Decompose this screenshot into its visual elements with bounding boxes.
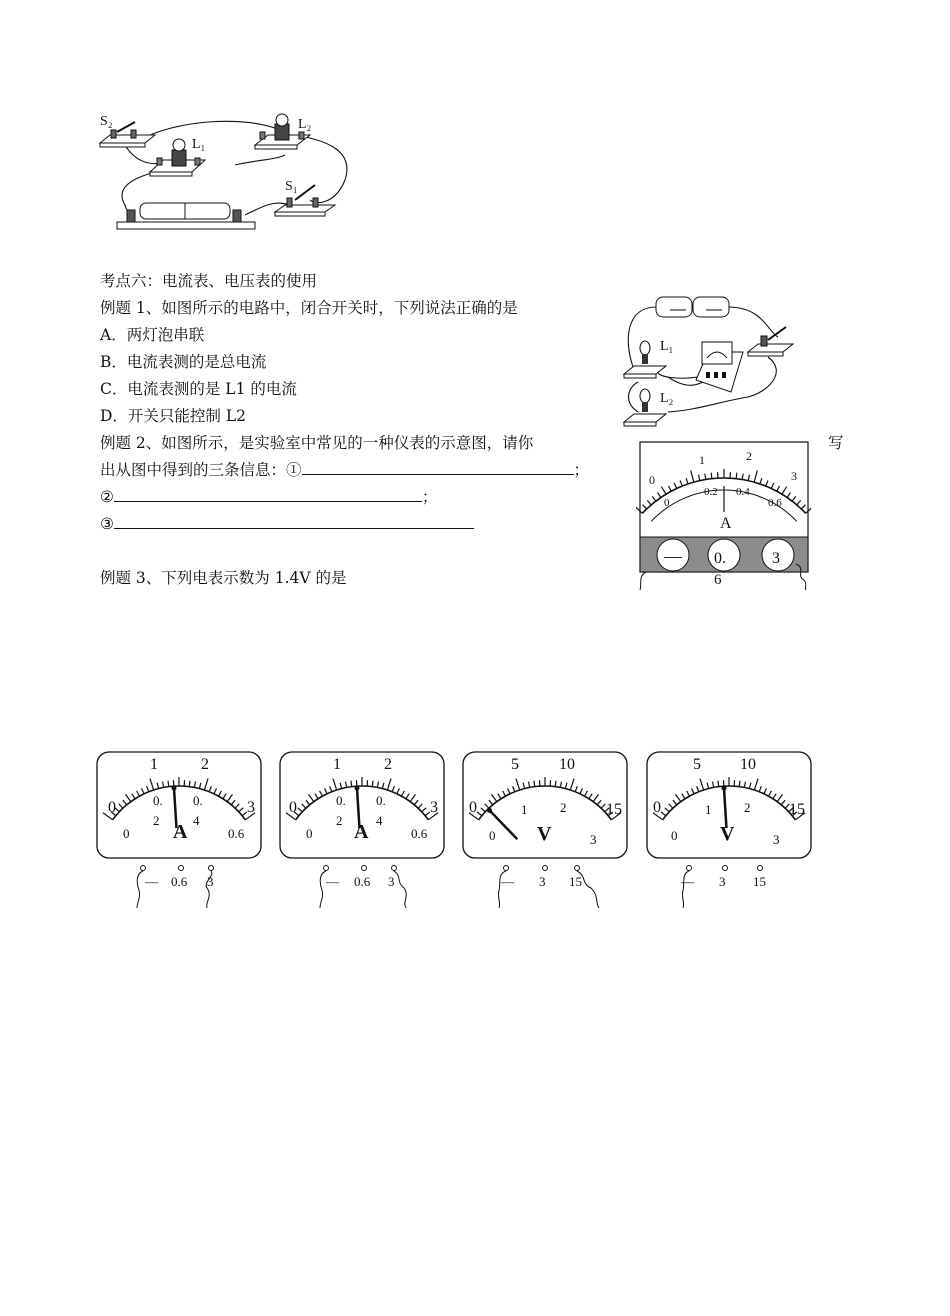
q2-line2-end: ；: [573, 461, 590, 479]
meter-3-unit: V: [537, 823, 552, 845]
upper-tick-2: 2: [746, 449, 752, 463]
meter-3-terminal-negative: —: [501, 874, 514, 889]
lower-tick-1: 0.2: [704, 486, 718, 498]
meter-1-lower-0-6: 0.6: [228, 826, 245, 841]
meter-2-terminal-3: 3: [388, 874, 395, 889]
terminal-label-0-6: 0.: [714, 550, 726, 567]
meter-4-upper-3: 15: [789, 801, 805, 818]
label-s2: S₂: [100, 114, 113, 129]
meter-4-needle-tip: [721, 786, 726, 791]
meter-3-upper-0: 0: [469, 799, 477, 816]
label-s1: S₁: [285, 179, 298, 194]
meter-2-lower-0-6: 0.6: [411, 826, 428, 841]
meter-4: [645, 750, 815, 910]
answer-blank-2[interactable]: [114, 485, 422, 502]
meter-3-upper-1: 5: [511, 756, 519, 773]
battery-holder: [117, 203, 255, 229]
meter-1-needle-tip: [171, 786, 176, 791]
circuit-diagram-2: [618, 292, 803, 432]
meter-3-terminal-15: 15: [569, 874, 582, 889]
upper-tick-3: 3: [791, 469, 797, 483]
q2-line4: [100, 511, 474, 538]
label-l2: L₂: [298, 117, 312, 132]
meter-3-upper-2: 10: [559, 756, 575, 773]
circuit-diagram-1: [95, 110, 365, 235]
upper-tick-1: 1: [699, 453, 705, 467]
meter-1-upper-0: 0: [108, 799, 116, 816]
meter-1-terminal-negative: —: [145, 874, 158, 889]
ammeter-figure: [636, 440, 811, 590]
q2-line4-text: ③: [100, 515, 114, 533]
meter-2-lower-0-4b: 4: [376, 813, 383, 828]
q1-stem: 例题 1、如图所示的电路中，闭合开关时，下列说法正确的是: [100, 299, 518, 317]
meter-2-lower-0-4a: 0.: [376, 793, 386, 808]
meter-4-terminal-15: 15: [753, 874, 766, 889]
meter-1-lower-0-4b: 4: [193, 813, 200, 828]
meter-options: [95, 750, 825, 910]
meter-2-lower-0-2a: 0.: [336, 793, 346, 808]
meter-1-upper-2: 2: [201, 756, 209, 773]
meter-3-lower-2: 2: [560, 800, 567, 815]
terminal-label-negative: —: [664, 546, 682, 566]
meter-2: [278, 750, 448, 910]
meter-2-unit: A: [354, 821, 369, 843]
q2-line2-text: 出从图中得到的三条信息：①: [100, 461, 302, 479]
meter-2-terminal-0-6: 0.6: [354, 874, 371, 889]
q3-stem: 例题 3、下列电表示数为 1.4V 的是: [100, 569, 347, 587]
q2-line3-text: ②: [100, 488, 114, 506]
meter-2-lower-0-2b: 2: [336, 813, 343, 828]
label-l1: L₁: [660, 339, 674, 354]
meter-3: [461, 750, 631, 910]
meter-1-upper-1: 1: [150, 756, 158, 773]
meter-3-needle-tip: [487, 808, 492, 813]
switch: [748, 327, 793, 356]
lower-tick-0: 0: [664, 497, 670, 509]
meter-3-lower-1: 1: [521, 802, 528, 817]
q2-line3-end: ；: [421, 488, 438, 506]
q2-line3: [100, 484, 437, 511]
meter-2-terminal-negative: —: [326, 874, 339, 889]
meter-4-lower-1: 1: [705, 802, 712, 817]
meter-2-lower-0: 0: [306, 826, 313, 841]
meter-3-lower-3: 3: [590, 832, 597, 847]
q2-line1-end: 写: [828, 434, 844, 452]
q2-line2: [100, 457, 589, 484]
meter-1-upper-3: 3: [247, 799, 255, 816]
upper-tick-0: 0: [649, 473, 655, 487]
meter-4-terminal-negative: —: [681, 874, 694, 889]
meter-1-terminal-0-6: 0.6: [171, 874, 188, 889]
switch-s1: [275, 185, 335, 216]
meter-2-upper-2: 2: [384, 756, 392, 773]
meter-4-lower-3: 3: [773, 832, 780, 847]
meter-1-unit: A: [173, 821, 188, 843]
label-l1: L₁: [192, 137, 206, 152]
meter-1: [95, 750, 265, 910]
meter-3-terminal-3: 3: [539, 874, 546, 889]
meter-2-upper-3: 3: [430, 799, 438, 816]
section-title: 考点六：电流表、电压表的使用: [100, 272, 318, 290]
meter-4-upper-2: 10: [740, 756, 756, 773]
battery-pair: [656, 297, 729, 317]
meter-3-upper-3: 15: [606, 801, 622, 818]
answer-blank-3[interactable]: [114, 512, 474, 529]
meter-4-lower-2: 2: [744, 800, 751, 815]
terminal-label-3: 3: [772, 550, 780, 567]
q1-option-a: A．两灯泡串联: [100, 326, 205, 344]
meter-1-lower-0-4a: 0.: [193, 793, 203, 808]
meter-4-upper-1: 5: [693, 756, 701, 773]
meter-1-lower-0: 0: [123, 826, 130, 841]
q1-option-d: D．开关只能控制 L2: [100, 407, 247, 425]
ammeter-small: [696, 342, 743, 392]
unit-label: A: [720, 515, 732, 532]
lower-tick-3: 0.6: [768, 497, 782, 509]
meter-1-lower-0-2a: 0.: [153, 793, 163, 808]
q1-option-c: C．电流表测的是 L1 的电流: [100, 380, 297, 398]
meter-2-needle-tip: [354, 786, 359, 791]
q2-line1: 例题 2、如图所示，是实验室中常见的一种仪表的示意图，请你: [100, 434, 534, 452]
meter-2-upper-1: 1: [333, 756, 341, 773]
lower-tick-2: 0.4: [736, 486, 750, 498]
meter-4-terminal-3: 3: [719, 874, 726, 889]
meter-4-lower-0: 0: [671, 828, 678, 843]
q1-option-b: B．电流表测的是总电流: [100, 353, 267, 371]
wire-left: [640, 572, 646, 590]
label-l2: L₂: [660, 391, 674, 406]
meter-4-unit: V: [720, 823, 735, 845]
meter-1-lower-0-2b: 2: [153, 813, 160, 828]
meter-2-upper-0: 0: [289, 799, 297, 816]
meter-3-lower-0: 0: [489, 828, 496, 843]
terminal-label-extra: 6: [714, 572, 722, 588]
meter-1-terminal-3: 3: [207, 874, 214, 889]
meter-4-upper-0: 0: [653, 799, 661, 816]
answer-blank-1[interactable]: [302, 458, 574, 475]
